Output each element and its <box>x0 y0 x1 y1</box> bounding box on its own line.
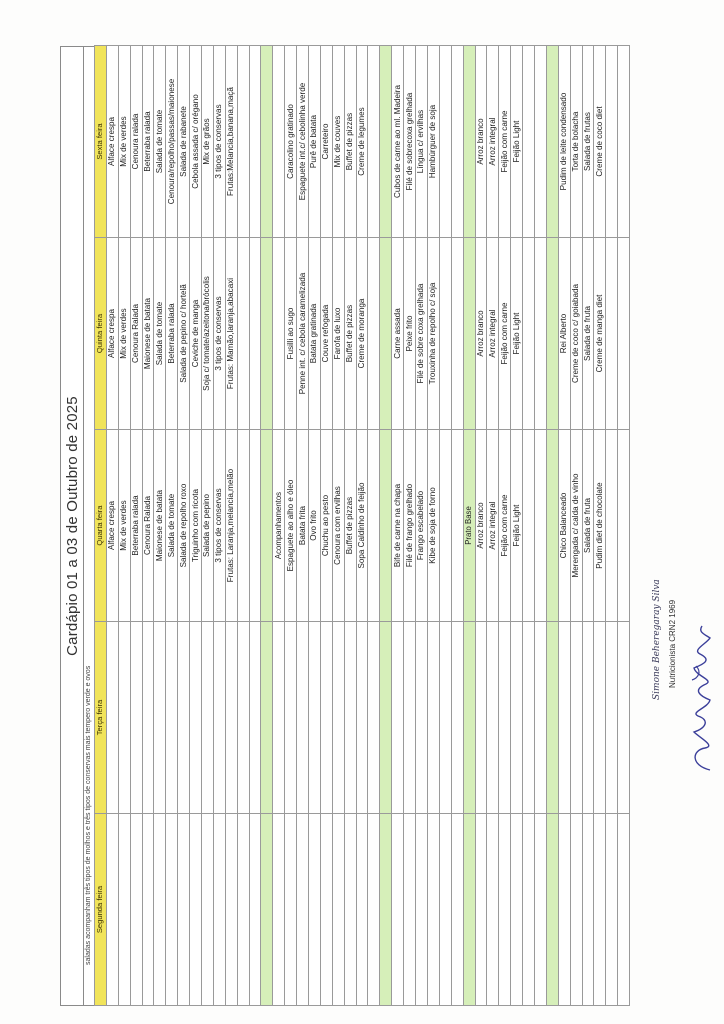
base-row-cell-segunda <box>511 814 523 1006</box>
acomp-row-cell-segunda <box>297 814 309 1006</box>
base-row-cell-quarta: Arroz branco <box>475 430 487 622</box>
dessert-row-cell-segunda <box>570 814 582 1006</box>
acomp-row-cell-terca <box>356 622 368 814</box>
salad-row <box>142 46 154 1006</box>
salad-row <box>118 46 130 1006</box>
blank-row <box>618 46 630 1006</box>
base-label-row <box>463 46 475 1006</box>
separator-row-cell-quarta <box>380 430 392 622</box>
blank-row-cell-quarta <box>368 430 380 622</box>
base-row-cell-terca <box>499 622 511 814</box>
acomp-row-cell-segunda <box>356 814 368 1006</box>
separator-row-cell-segunda <box>380 814 392 1006</box>
protein-row-cell-quarta: Bife de carne na chapa <box>392 430 404 622</box>
salad-row-cell-quinta: Ceviche de manga <box>190 238 202 430</box>
acomp-row-cell-quarta: Chuchu ao pesto <box>320 430 332 622</box>
salad-row <box>213 46 225 1006</box>
base-row-cell-segunda <box>499 814 511 1006</box>
salad-row-cell-segunda <box>202 814 214 1006</box>
protein-row-cell-segunda <box>427 814 439 1006</box>
blank-row-cell-terca <box>523 622 535 814</box>
day-header-row-cell-quinta: Quinta feira <box>95 238 107 430</box>
blank-row-cell-quarta <box>451 430 463 622</box>
salad-row-cell-terca <box>178 622 190 814</box>
dessert-row-cell-quarta: Pudim diet de chocolate <box>594 430 606 622</box>
salad-row-cell-sexta: 3 tipos de conservas <box>213 46 225 238</box>
acomp-row-cell-segunda <box>332 814 344 1006</box>
blank-row-cell-quinta <box>237 238 249 430</box>
salad-row-cell-sexta: Salada de rabanete <box>178 46 190 238</box>
blank-row-cell-terca <box>249 622 261 814</box>
acomp-row <box>297 46 309 1006</box>
protein-row <box>416 46 428 1006</box>
blank-row-cell-segunda <box>451 814 463 1006</box>
dessert-row-cell-sexta: Pudim de leite condensado <box>558 46 570 238</box>
salad-row <box>225 46 237 1006</box>
blank-row-cell-segunda <box>606 814 618 1006</box>
blank-row <box>451 46 463 1006</box>
acomp-row-cell-sexta: Creme de legumes <box>356 46 368 238</box>
blank-row-cell-quinta <box>451 238 463 430</box>
acomp-row <box>309 46 321 1006</box>
protein-row-cell-segunda <box>416 814 428 1006</box>
base-label-row-cell-quarta: Prato Base <box>463 430 475 622</box>
blank-row-cell-segunda <box>249 814 261 1006</box>
salad-row-cell-segunda <box>142 814 154 1006</box>
base-row-cell-sexta: Feijão Light <box>511 46 523 238</box>
acomp-row-cell-quarta: Buffet de pizzas <box>344 430 356 622</box>
base-row-cell-segunda <box>487 814 499 1006</box>
separator-row <box>546 46 558 1006</box>
base-label-row-cell-terca <box>463 622 475 814</box>
salad-row-cell-quarta: Salada de tomate <box>166 430 178 622</box>
acomp-row-cell-segunda <box>320 814 332 1006</box>
salad-row-cell-quarta: Frutas: Laranja,melancia,melão <box>225 430 237 622</box>
blank-row-cell-segunda <box>534 814 546 1006</box>
salad-row-cell-segunda <box>225 814 237 1006</box>
protein-row-cell-quinta: Carne assada <box>392 238 404 430</box>
protein-row-cell-terca <box>427 622 439 814</box>
blank-row-cell-terca <box>606 622 618 814</box>
dessert-row-cell-quarta: Chico Balanceado <box>558 430 570 622</box>
separator-row-cell-terca <box>261 622 273 814</box>
day-header-row-cell-terca: Terça feira <box>95 622 107 814</box>
acomp-label-row-cell-sexta <box>273 46 285 238</box>
acomp-label-row-cell-quinta <box>273 238 285 430</box>
salad-row-cell-terca <box>225 622 237 814</box>
salad-row-cell-terca <box>190 622 202 814</box>
dessert-row-cell-terca <box>558 622 570 814</box>
acomp-row-cell-sexta: Caracolino gratinado <box>285 46 297 238</box>
base-row <box>511 46 523 1006</box>
acomp-label-row-cell-terca <box>273 622 285 814</box>
salad-row-cell-sexta: Cebola assada c/ orégano <box>190 46 202 238</box>
blank-row-cell-quinta <box>249 238 261 430</box>
salad-row <box>178 46 190 1006</box>
salad-row-cell-quinta: Soja c/ tomate/azeitona/brócolis <box>202 238 214 430</box>
protein-row <box>427 46 439 1006</box>
base-row-cell-quinta: Feijão com carne <box>499 238 511 430</box>
acomp-row-cell-quinta: Batata gratinada <box>309 238 321 430</box>
blank-row-cell-quarta <box>237 430 249 622</box>
salad-row-cell-quinta: 3 tipos de conservas <box>213 238 225 430</box>
dessert-row <box>570 46 582 1006</box>
salad-row <box>106 46 118 1006</box>
dessert-row-cell-segunda <box>558 814 570 1006</box>
dessert-row-cell-quinta: Salada de fruta <box>582 238 594 430</box>
blank-row-cell-quarta <box>439 430 451 622</box>
salad-row-cell-quinta: Cenoura Ralada <box>130 238 142 430</box>
acomp-row-cell-quarta: Ovo frito <box>309 430 321 622</box>
blank-row-cell-terca <box>618 622 630 814</box>
blank-row-cell-quarta <box>606 430 618 622</box>
blank-row-cell-quinta <box>439 238 451 430</box>
separator-row-cell-sexta <box>261 46 273 238</box>
blank-row-cell-quarta <box>523 430 535 622</box>
salad-row-cell-terca <box>106 622 118 814</box>
protein-row <box>404 46 416 1006</box>
acomp-row-cell-terca <box>297 622 309 814</box>
acomp-row <box>332 46 344 1006</box>
acomp-label-row-cell-segunda <box>273 814 285 1006</box>
acomp-row-cell-quinta: Penne int. c/ cebola caramelizada <box>297 238 309 430</box>
acomp-row-cell-terca <box>332 622 344 814</box>
salad-row-cell-terca <box>154 622 166 814</box>
blank-row <box>237 46 249 1006</box>
dessert-row-cell-terca <box>594 622 606 814</box>
dessert-row-cell-quarta: Merengada c/ calda de vinho <box>570 430 582 622</box>
separator-row-cell-terca <box>546 622 558 814</box>
salad-row-cell-terca <box>130 622 142 814</box>
salad-row-cell-sexta: Beterraba ralada <box>142 46 154 238</box>
base-row-cell-quarta: Feijão Light <box>511 430 523 622</box>
blank-row-cell-sexta <box>237 46 249 238</box>
dessert-row-cell-quinta: Rei Alberto <box>558 238 570 430</box>
signature-crn: Nutricionista CRN2 1969 <box>668 599 677 688</box>
blank-row-cell-segunda <box>368 814 380 1006</box>
base-row-cell-terca <box>475 622 487 814</box>
salad-row-cell-segunda <box>106 814 118 1006</box>
base-row <box>475 46 487 1006</box>
blank-row <box>534 46 546 1006</box>
base-label-row-cell-sexta <box>463 46 475 238</box>
salad-row-cell-quarta: Salada de pepino <box>202 430 214 622</box>
blank-row-cell-segunda <box>618 814 630 1006</box>
salad-row-cell-sexta: Alface crespa <box>106 46 118 238</box>
blank-row-cell-segunda <box>439 814 451 1006</box>
salad-row-cell-segunda <box>178 814 190 1006</box>
dessert-row-cell-sexta: Salada de frutas <box>582 46 594 238</box>
separator-row-cell-quarta <box>261 430 273 622</box>
blank-row-cell-sexta <box>523 46 535 238</box>
separator-row-cell-sexta <box>380 46 392 238</box>
salad-row-cell-quarta: Salada de repolho roxo <box>178 430 190 622</box>
salad-row-cell-sexta: Salada de tomate <box>154 46 166 238</box>
blank-row-cell-quarta <box>618 430 630 622</box>
salad-row-cell-segunda <box>118 814 130 1006</box>
blank-row-cell-quarta <box>534 430 546 622</box>
menu-note: saladas acompanham três tipos de molhos e três tipos de conservas mais tempero verde e ovos <box>83 46 94 1006</box>
menu-table <box>94 45 630 1006</box>
salad-row <box>190 46 202 1006</box>
salad-row-cell-quarta: Triguinho com ricota <box>190 430 202 622</box>
salad-row-cell-segunda <box>213 814 225 1006</box>
menu-title: Cardápio 01 a 03 de Outubro de 2025 <box>63 396 81 656</box>
protein-row-cell-quinta: Filé de sobre coxa grelhada <box>416 238 428 430</box>
blank-row-cell-sexta <box>451 46 463 238</box>
dessert-row-cell-segunda <box>582 814 594 1006</box>
salad-row-cell-quinta: Mix de verdes <box>118 238 130 430</box>
acomp-row-cell-terca <box>344 622 356 814</box>
base-row-cell-quinta: Feijão Light <box>511 238 523 430</box>
dessert-row <box>594 46 606 1006</box>
base-row-cell-quinta: Arroz branco <box>475 238 487 430</box>
base-row <box>487 46 499 1006</box>
salad-row-cell-terca <box>213 622 225 814</box>
blank-row-cell-terca <box>534 622 546 814</box>
separator-row-cell-quinta <box>380 238 392 430</box>
salad-row-cell-quarta: Mix de verdes <box>118 430 130 622</box>
dessert-row <box>582 46 594 1006</box>
acomp-row-cell-quinta: Buffet de pizzas <box>344 238 356 430</box>
dessert-row-cell-segunda <box>594 814 606 1006</box>
protein-row-cell-segunda <box>404 814 416 1006</box>
salad-row <box>166 46 178 1006</box>
day-header-row-cell-segunda: Segunda feira <box>95 814 107 1006</box>
acomp-row-cell-segunda <box>309 814 321 1006</box>
dessert-row-cell-quarta: Salada de fruta <box>582 430 594 622</box>
protein-row-cell-quarta: Filé de frango grelhado <box>404 430 416 622</box>
day-header-row-cell-quarta: Quarta feira <box>95 430 107 622</box>
blank-row-cell-sexta <box>249 46 261 238</box>
separator-row-cell-segunda <box>546 814 558 1006</box>
base-row-cell-quarta: Feijão com carne <box>499 430 511 622</box>
acomp-row-cell-segunda <box>344 814 356 1006</box>
protein-row-cell-sexta: Cubos de carne ao ml. Madeira <box>392 46 404 238</box>
separator-row-cell-quinta <box>546 238 558 430</box>
salad-row-cell-quinta: Salada de tomate <box>154 238 166 430</box>
separator-row-cell-quinta <box>261 238 273 430</box>
acomp-row-cell-sexta: Espaguete int.c/ cebolinha verde <box>297 46 309 238</box>
salad-row-cell-segunda <box>154 814 166 1006</box>
blank-row <box>606 46 618 1006</box>
blank-row-cell-terca <box>368 622 380 814</box>
base-row-cell-terca <box>511 622 523 814</box>
protein-row-cell-terca <box>404 622 416 814</box>
salad-row-cell-sexta: Cenoura/repolho/passas/maionese <box>166 46 178 238</box>
salad-row-cell-sexta: Mix de grãos <box>202 46 214 238</box>
acomp-row <box>320 46 332 1006</box>
salad-row-cell-quinta: Frutas: Mamão,laranja,abacaxi <box>225 238 237 430</box>
salad-row-cell-segunda <box>130 814 142 1006</box>
acomp-row <box>285 46 297 1006</box>
blank-row-cell-quinta <box>534 238 546 430</box>
salad-row-cell-quinta: Alface crespa <box>106 238 118 430</box>
blank-row <box>439 46 451 1006</box>
blank-row-cell-sexta <box>439 46 451 238</box>
acomp-label-row <box>273 46 285 1006</box>
acomp-row-cell-sexta: Mix de couves <box>332 46 344 238</box>
acomp-row-cell-segunda <box>285 814 297 1006</box>
blank-row-cell-terca <box>237 622 249 814</box>
salad-row <box>154 46 166 1006</box>
dessert-row-cell-sexta: Creme de coco diet <box>594 46 606 238</box>
blank-row-cell-sexta <box>606 46 618 238</box>
base-row-cell-segunda <box>475 814 487 1006</box>
acomp-label-row-cell-quarta: Acompanhamentos <box>273 430 285 622</box>
acomp-row-cell-quarta: Espaguete ao alho e óleo <box>285 430 297 622</box>
signature-name: Simone Beheregaray Silva <box>652 579 662 700</box>
protein-row <box>392 46 404 1006</box>
dessert-row-cell-quinta: Creme de coco c/ goiabada <box>570 238 582 430</box>
protein-row-cell-quarta: Frango escabelado <box>416 430 428 622</box>
base-row-cell-sexta: Arroz integral <box>487 46 499 238</box>
protein-row-cell-quinta: Peixe frito <box>404 238 416 430</box>
salad-row-cell-quarta: Cenoura Ralada <box>142 430 154 622</box>
salad-row-cell-segunda <box>166 814 178 1006</box>
acomp-row-cell-quinta: Fusilli ao sugo <box>285 238 297 430</box>
dessert-row-cell-terca <box>582 622 594 814</box>
protein-row-cell-terca <box>416 622 428 814</box>
salad-row-cell-quinta: Salada de pepino c/ hortelã <box>178 238 190 430</box>
blank-row-cell-segunda <box>523 814 535 1006</box>
acomp-row-cell-sexta: Carreteiro <box>320 46 332 238</box>
blank-row-cell-terca <box>451 622 463 814</box>
day-header-row <box>95 46 107 1006</box>
salad-row-cell-quinta: Maionese de batata <box>142 238 154 430</box>
salad-row-cell-quarta: Maionese de batata <box>154 430 166 622</box>
acomp-row-cell-quarta: Batata frita <box>297 430 309 622</box>
base-row-cell-quinta: Arroz integral <box>487 238 499 430</box>
acomp-row-cell-quarta: Sopa Caldinho de feijão <box>356 430 368 622</box>
base-row-cell-sexta: Feijão com carne <box>499 46 511 238</box>
separator-row-cell-sexta <box>546 46 558 238</box>
separator-row-cell-segunda <box>261 814 273 1006</box>
protein-row-cell-quinta: Trouxinha de repolho c/ soja <box>427 238 439 430</box>
blank-row-cell-quinta <box>368 238 380 430</box>
dessert-row-cell-quinta: Creme de manga diet <box>594 238 606 430</box>
separator-row-cell-quarta <box>546 430 558 622</box>
blank-row-cell-segunda <box>237 814 249 1006</box>
base-row-cell-quarta: Arroz integral <box>487 430 499 622</box>
blank-row-cell-terca <box>439 622 451 814</box>
acomp-row-cell-terca <box>320 622 332 814</box>
menu-title-row <box>60 46 83 1006</box>
salad-row-cell-sexta: Mix de verdes <box>118 46 130 238</box>
protein-row-cell-sexta: Língua c/ ervilhas <box>416 46 428 238</box>
salad-row-cell-sexta: Cenoura ralada <box>130 46 142 238</box>
acomp-row-cell-sexta: Buffet de pizzas <box>344 46 356 238</box>
blank-row-cell-quinta <box>618 238 630 430</box>
base-label-row-cell-quinta <box>463 238 475 430</box>
salad-row <box>202 46 214 1006</box>
day-header-row-cell-sexta: Sexta feira <box>95 46 107 238</box>
blank-row-cell-quarta <box>249 430 261 622</box>
acomp-row-cell-terca <box>309 622 321 814</box>
blank-row-cell-sexta <box>368 46 380 238</box>
protein-row-cell-sexta: Filé de sobrecoxa grelhada <box>404 46 416 238</box>
dessert-row <box>558 46 570 1006</box>
blank-row-cell-quinta <box>523 238 535 430</box>
handwritten-signature <box>680 620 720 780</box>
rotated-menu-sheet <box>60 46 615 1006</box>
base-row <box>499 46 511 1006</box>
base-row-cell-sexta: Arroz branco <box>475 46 487 238</box>
separator-row <box>380 46 392 1006</box>
salad-row-cell-quarta: Alface crespa <box>106 430 118 622</box>
blank-row <box>368 46 380 1006</box>
acomp-row-cell-quinta: Farofa de luxo <box>332 238 344 430</box>
salad-row-cell-quinta: Beterraba ralada <box>166 238 178 430</box>
salad-row-cell-quarta: Beterraba ralada <box>130 430 142 622</box>
blank-row-cell-quinta <box>606 238 618 430</box>
protein-row-cell-sexta: Hambúrguer de soja <box>427 46 439 238</box>
acomp-row-cell-quarta: Cenoura com ervilhas <box>332 430 344 622</box>
acomp-row-cell-quinta: Couve refogada <box>320 238 332 430</box>
protein-row-cell-quarta: Kibe de soja de forno <box>427 430 439 622</box>
blank-row-cell-sexta <box>534 46 546 238</box>
blank-row-cell-sexta <box>618 46 630 238</box>
base-row-cell-terca <box>487 622 499 814</box>
dessert-row-cell-terca <box>570 622 582 814</box>
salad-row-cell-segunda <box>190 814 202 1006</box>
salad-row-cell-sexta: Frutas:Melancia,banana,maçã <box>225 46 237 238</box>
base-label-row-cell-segunda <box>463 814 475 1006</box>
dessert-row-cell-sexta: Torta de bolacha <box>570 46 582 238</box>
separator-row-cell-terca <box>380 622 392 814</box>
blank-row <box>249 46 261 1006</box>
salad-row-cell-terca <box>202 622 214 814</box>
salad-row-cell-quarta: 3 tipos de conservas <box>213 430 225 622</box>
salad-row-cell-terca <box>142 622 154 814</box>
salad-row <box>130 46 142 1006</box>
blank-row <box>523 46 535 1006</box>
protein-row-cell-segunda <box>392 814 404 1006</box>
separator-row <box>261 46 273 1006</box>
acomp-row <box>344 46 356 1006</box>
protein-row-cell-terca <box>392 622 404 814</box>
acomp-row <box>356 46 368 1006</box>
salad-row-cell-terca <box>166 622 178 814</box>
acomp-row-cell-sexta: Purê de batata <box>309 46 321 238</box>
salad-row-cell-terca <box>118 622 130 814</box>
acomp-row-cell-terca <box>285 622 297 814</box>
acomp-row-cell-quinta: Creme de moranga <box>356 238 368 430</box>
